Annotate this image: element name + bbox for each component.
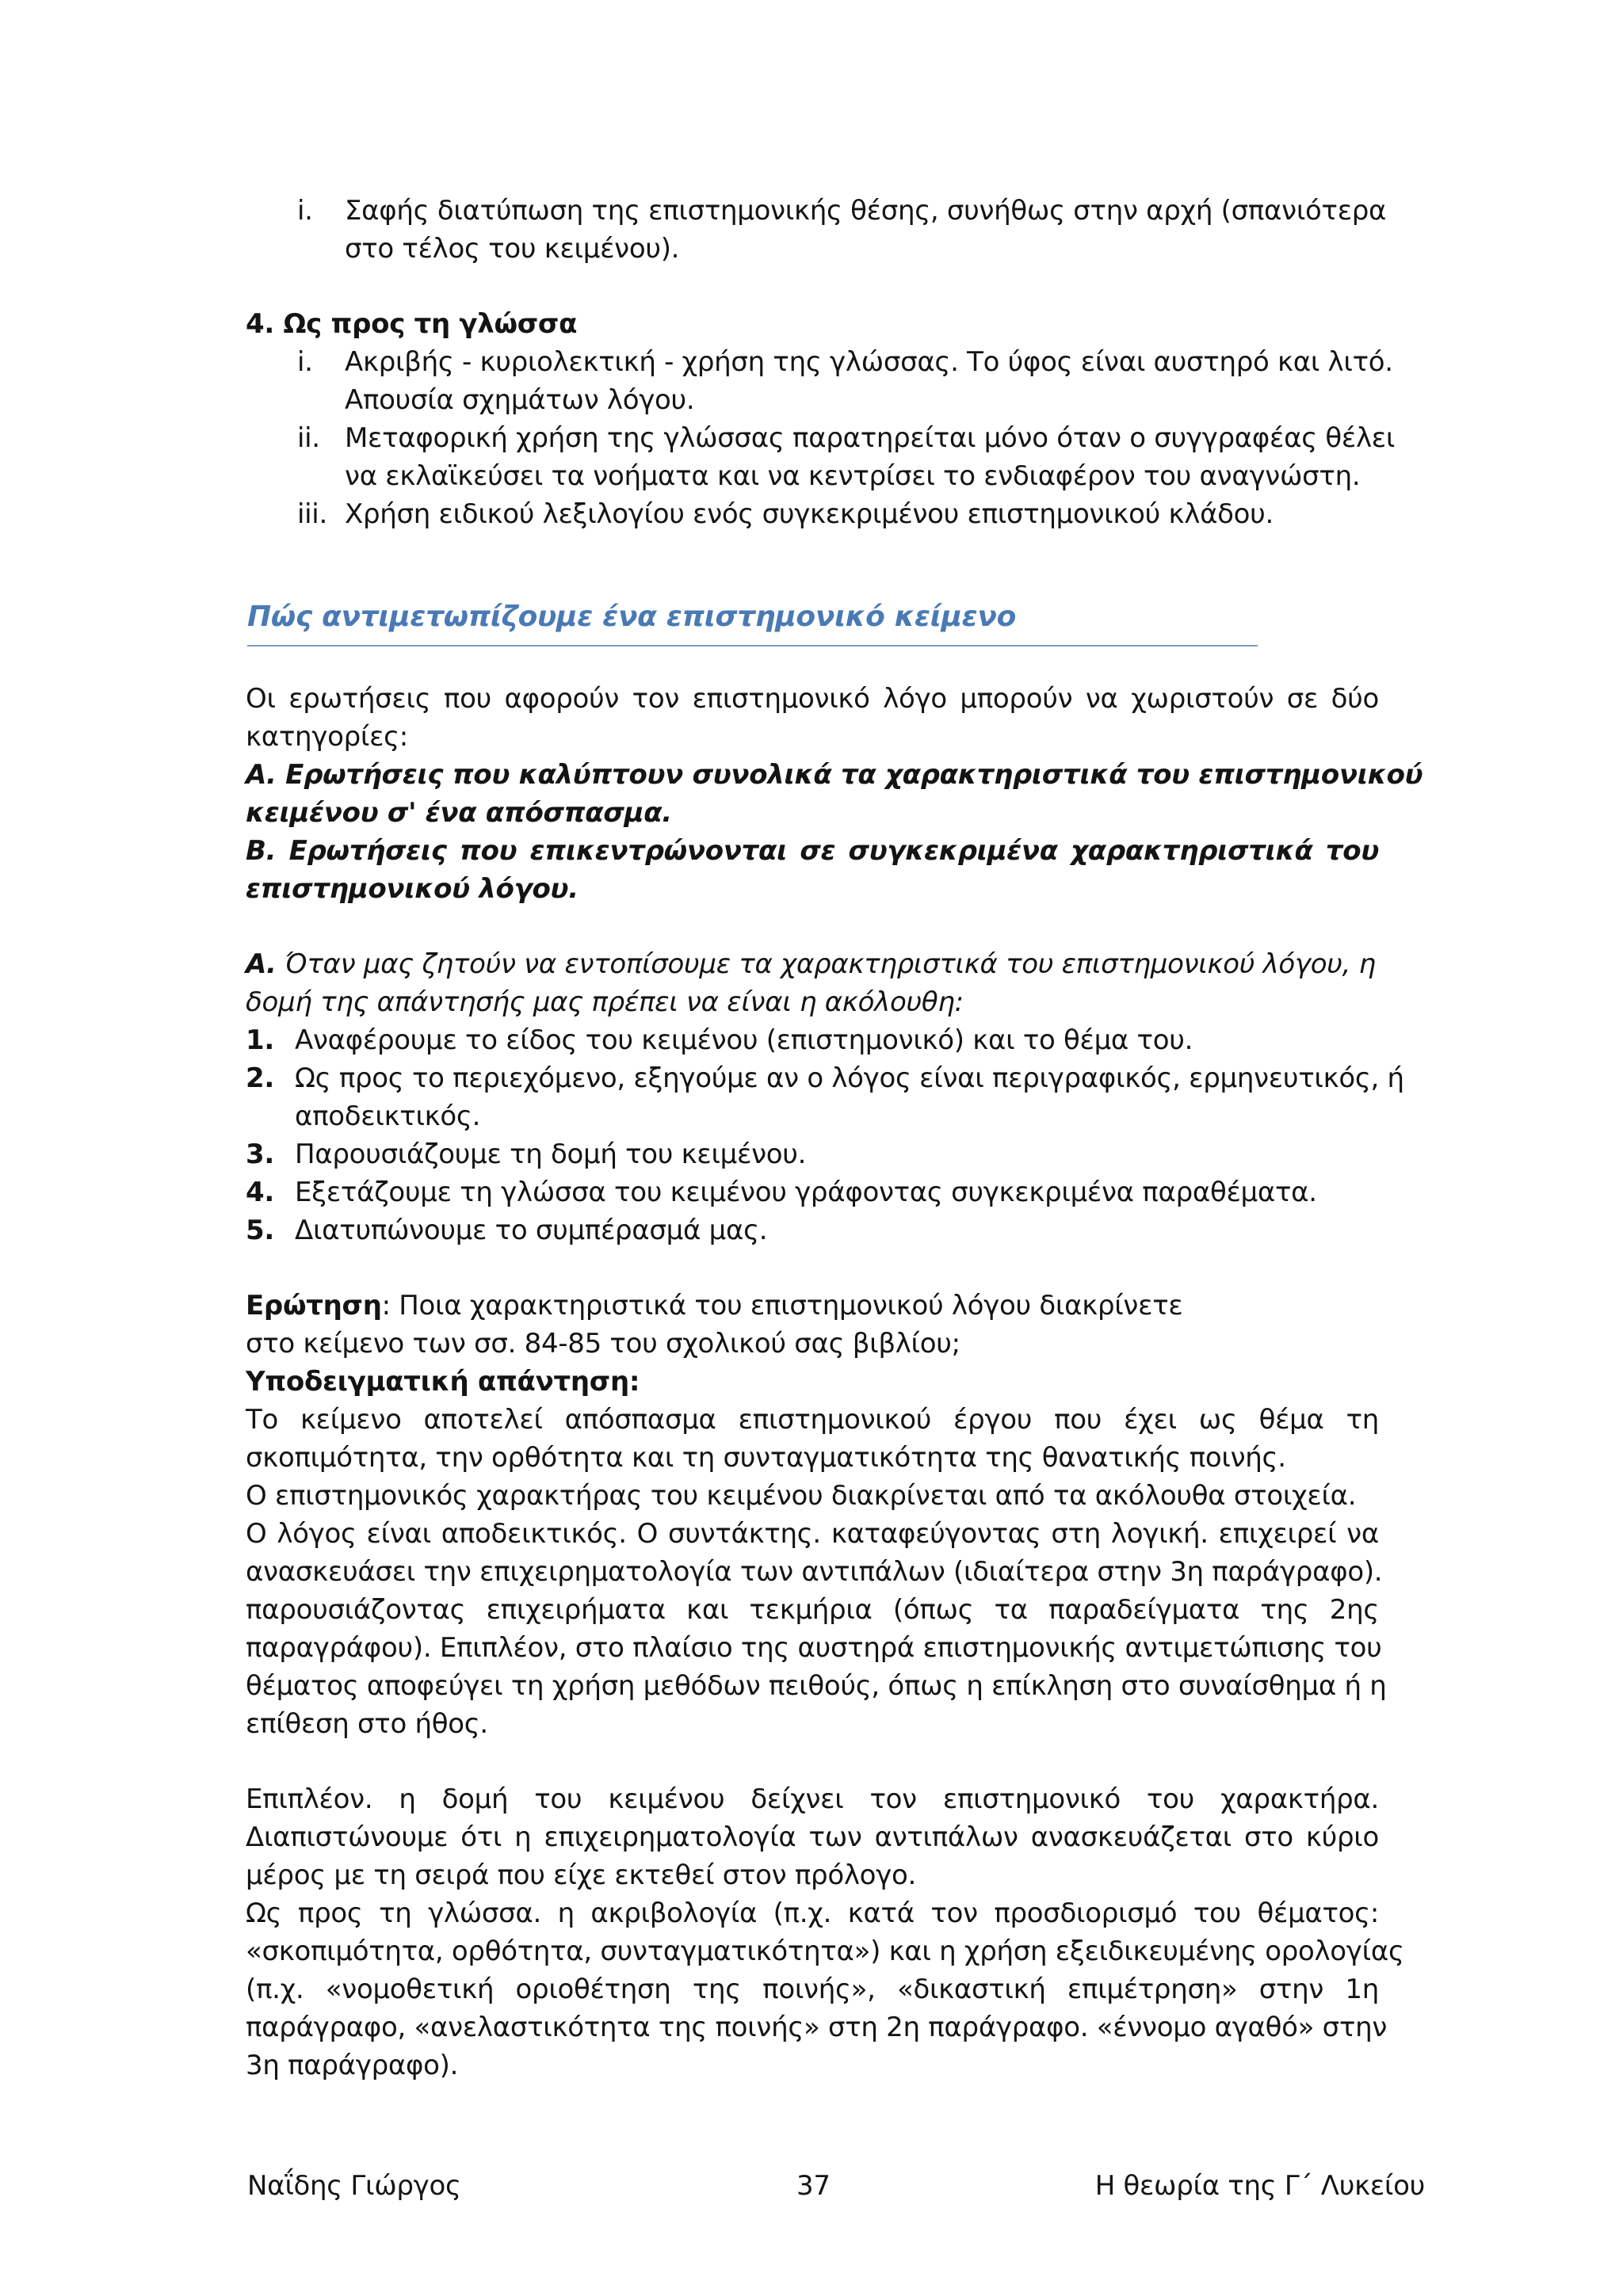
question-label: Ερώτηση <box>246 1290 382 1322</box>
list-item-text: Χρήση ειδικού λεξιλογίου ενός συγκεκριμένου επιστημονικού κλάδου. <box>345 498 1274 530</box>
step-text: Ως προς το περιεχόμενο, εξηγούμε αν ο λόγος είναι περιγραφικός, ερμηνευτικός, ή <box>295 1062 1404 1094</box>
list-marker: ii. <box>297 422 320 454</box>
step-text: Παρουσιάζουμε τη δομή του κειμένου. <box>295 1138 807 1170</box>
step-number: 3. <box>246 1138 274 1170</box>
list-item-text: Ακριβής - κυριολεκτική - χρήση της γλώσσας. Το ύφος είναι αυστηρό και λιτό. <box>345 346 1393 378</box>
answer-line: Ως προς τη γλώσσα. η ακριβολογία (π.χ. κατά τον προσδιορισμό του θέματος: <box>246 1897 1379 1929</box>
answer-line: παράγραφο, «ανελαστικότητα της ποινής» στη 2η παράγραφο. «έννομο αγαθό» στην <box>246 2012 1388 2043</box>
list-marker: i. <box>297 195 313 227</box>
answer-line: Διαπιστώνουμε ότι η επιχειρηματολογία των αντιπάλων ανασκευάζεται στο κύριο <box>246 1821 1379 1853</box>
category-b: Β. Ερωτήσεις που επικεντρώνονται σε συγκεκριμένα χαρακτηριστικά του <box>246 835 1379 867</box>
answer-line: Ο λόγος είναι αποδεικτικός. Ο συντάκτης. καταφεύγοντας στη λογική. επιχειρεί να <box>246 1518 1379 1550</box>
paragraph-line: Οι ερωτήσεις που αφορούν τον επιστημονικό λόγο μπορούν να χωριστούν σε δύο <box>246 683 1379 715</box>
step-text: Διατυπώνουμε το συμπέρασμά μας. <box>295 1215 768 1246</box>
answer-line: σκοπιμότητα, την ορθότητα και τη συνταγματικότητα της θανατικής ποινής. <box>246 1442 1286 1474</box>
question-text: : Ποια χαρακτηριστικά του επιστημονικού λόγου διακρίνετε <box>381 1290 1183 1322</box>
answer-line: παρουσιάζοντας επιχειρήματα και τεκμήρια (όπως τα παραδείγματα της 2ης <box>246 1594 1379 1626</box>
answer-line: επίθεση στο ήθος. <box>246 1708 488 1740</box>
answer-line: «σκοπιμότητα, ορθότητα, συνταγματικότητα») και η χρήση εξειδικευμένης ορολογίας <box>246 1936 1404 1967</box>
footer-book-title: Η θεωρία της Γ΄ Λυκείου <box>1094 2170 1425 2202</box>
list-item-text: Μεταφορική χρήση της γλώσσας παρατηρείται μόνο όταν ο συγγραφέας θέλει <box>345 422 1396 454</box>
section-heading: 4. Ως προς τη γλώσσα <box>246 308 578 340</box>
answer-line: παραγράφου). Επιπλέον, στο πλαίσιο της αυστηρά επιστημονικής αντιμετώπισης του <box>246 1632 1382 1664</box>
answer-line: Ο επιστημονικός χαρακτήρας του κειμένου διακρίνεται από τα ακόλουθα στοιχεία. <box>246 1480 1357 1512</box>
step-text: Αναφέρουμε το είδος του κειμένου (επιστημονικό) και το θέμα του. <box>295 1024 1193 1056</box>
step-number: 1. <box>246 1024 274 1056</box>
category-a: κειμένου σ' ένα απόσπασμα. <box>246 797 672 829</box>
step-text: αποδεικτικός. <box>295 1100 481 1132</box>
step-text: Εξετάζουμε τη γλώσσα του κειμένου γράφοντας συγκεκριμένα παραθέματα. <box>295 1177 1317 1208</box>
footer-author: Ναΐδης Γιώργος <box>247 2170 461 2202</box>
part-a-intro: δομή της απάντησής μας πρέπει να είναι η ακόλουθη: <box>246 986 964 1018</box>
step-number: 4. <box>246 1177 274 1208</box>
section-title: Πώς αντιμετωπίζουμε ένα επιστημονικό κείμενο <box>247 601 1017 633</box>
list-item-text: Απουσία σχημάτων λόγου. <box>345 384 695 416</box>
footer-page-number: 37 <box>796 2170 831 2202</box>
part-a-intro <box>246 945 1379 983</box>
answer-line: μέρος με τη σειρά που είχε εκτεθεί στον πρόλογο. <box>246 1859 916 1891</box>
step-number: 2. <box>246 1062 274 1094</box>
list-item-text: στο τέλος του κειμένου). <box>345 233 680 265</box>
list-marker: i. <box>297 346 313 378</box>
answer-line: Το κείμενο αποτελεί απόσπασμα επιστημονικού έργου που έχει ως θέμα τη <box>246 1404 1379 1436</box>
category-a: Α. Ερωτήσεις που καλύπτουν συνολικά τα χαρακτηριστικά του επιστημονικού <box>246 759 1423 791</box>
paragraph-line: κατηγορίες: <box>246 721 408 753</box>
answer-line: 3η παράγραφο). <box>246 2050 459 2081</box>
list-marker: iii. <box>297 498 327 530</box>
answer-line: θέματος αποφεύγει τη χρήση μεθόδων πειθούς, όπως η επίκληση στο συναίσθημα ή η <box>246 1670 1387 1702</box>
question-line <box>246 1287 1379 1325</box>
answer-label: Υποδειγματική απάντηση: <box>246 1366 640 1398</box>
question-line: στο κείμενο των σσ. 84-85 του σχολικού σας βιβλίου; <box>246 1328 960 1360</box>
list-item-text: να εκλαϊκεύσει τα νοήματα και να κεντρίσει το ενδιαφέρον του αναγνώστη. <box>345 460 1361 492</box>
part-a-text: Όταν μας ζητούν να εντοπίσουμε τα χαρακτηριστικά του επιστημονικού λόγου, η <box>276 948 1376 980</box>
category-b: επιστημονικού λόγου. <box>246 873 579 905</box>
list-item-text: Σαφής διατύπωση της επιστημονικής θέσης, συνήθως στην αρχή (σπανιότερα <box>345 195 1387 227</box>
part-a-label: Α. <box>246 948 277 980</box>
answer-line: (π.χ. «νομοθετική οριοθέτηση της ποινής», «δικαστική επιμέτρηση» στην 1η <box>246 1974 1379 2005</box>
heading-underline <box>247 645 1258 646</box>
answer-line: Επιπλέον. η δομή του κειμένου δείχνει τον επιστημονικό του χαρακτήρα. <box>246 1783 1379 1815</box>
answer-line: ανασκευάσει την επιχειρηματολογία των αντιπάλων (ιδιαίτερα στην 3η παράγραφο). <box>246 1556 1383 1588</box>
step-number: 5. <box>246 1215 274 1246</box>
